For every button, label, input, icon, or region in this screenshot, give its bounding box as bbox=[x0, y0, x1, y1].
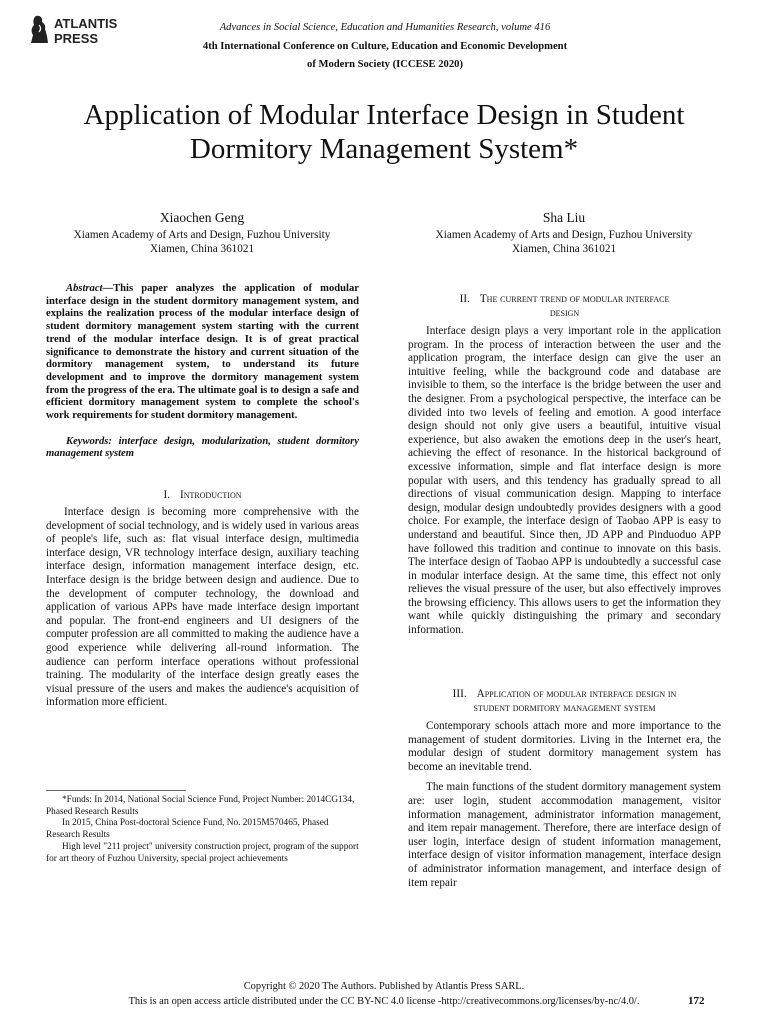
thinker-statue-icon bbox=[28, 14, 50, 44]
paper-title bbox=[30, 98, 738, 166]
author-name: Xiaochen Geng bbox=[159, 210, 245, 225]
section-heading-introduction bbox=[46, 488, 359, 502]
section-title-line2: design bbox=[549, 307, 580, 319]
section-number: I. bbox=[163, 489, 171, 501]
section-title: Introduction bbox=[180, 489, 242, 501]
footnote-rule bbox=[46, 790, 186, 791]
abstract-text: This paper analyzes the application of modular interface design in the student dormitory management system, and explains the realization process of the modular interface design of student dormitory management system starting with the current trend of the modular interface design. It is of great practical significance to demonstrate the history and current situation of the dormitory management system, to understand its future development and to improve the dormitory management system from the progress of the era. The ultimate goal is to design a safe and efficient dormitory management system to complete the school's work requirements for student dormitory management. bbox=[46, 283, 359, 422]
footnote-2: In 2015, China Post-doctoral Science Fund, No. 2015M570465, Phased Research Results bbox=[46, 818, 329, 841]
footnote-1: *Funds: In 2014, National Social Science Fund, Project Number: 2014CG134, Phased Research Results bbox=[46, 795, 355, 817]
section-title-line1: Application of modular interface design in bbox=[476, 688, 677, 700]
paper-title-line1: Application of Modular Interface Design in Student bbox=[83, 99, 685, 131]
journal-name: Advances in Social Science, Education and Humanities Research, volume 416 bbox=[219, 22, 551, 33]
page-number: 172 bbox=[688, 995, 705, 1007]
paragraph: Interface design is becoming more comprehensive with the development of social technology, and is widely used in various areas of people's life, such as: flat visual interface design, multimedia interface design, VR technology interface design, auxiliary teaching interface design, information management interface design, etc. Interface design is the bridge between design and audience. Due to the development of computer technology, the download and application of various APPs have made interface design important and popular. The front-end engineers and UI designers of the computer profession are all committed to making the audience have a good experience while delivering all-round information. The audience can perform interface operations without professional training. The modularity of the interface design greatly eases the visual pressure of the users and makes the audience's acquisition of information more efficient. bbox=[46, 506, 359, 709]
author-block-1 bbox=[30, 210, 374, 256]
section-title-line2: student dormitory management system bbox=[473, 702, 656, 714]
section-number: II. bbox=[459, 293, 470, 305]
application-body bbox=[408, 720, 721, 890]
section-heading-application bbox=[408, 687, 721, 715]
conference-name-line2: of Modern Society (ICCESE 2020) bbox=[307, 59, 463, 70]
keywords bbox=[46, 436, 359, 461]
abstract-dash: — bbox=[102, 283, 114, 294]
logo-text-atlantis: ATLANTIS bbox=[54, 16, 118, 31]
conference-name-line1: 4th International Conference on Culture, Education and Economic Development bbox=[202, 41, 568, 52]
keywords-label: Keywords: bbox=[66, 435, 112, 447]
license-text: This is an open access article distributed under the CC BY-NC 4.0 license -http://creativecommons.org/licenses/by-nc/4.0/. bbox=[128, 996, 640, 1007]
footnotes bbox=[46, 795, 359, 865]
paragraph: Interface design plays a very important role in the application program. In the process of interaction between the user and the application program, the interface design can give the user an intuitive feeling, while the background code and database are invisible to them, so the interface is the bridge between the user and the designer. From a psychological perspective, the interface can be divided into two levels of feeling and emotion. A good interface design should not only give users a beautiful, intuitive visual experience, but also awaken the emotions deep in the user's heart, achieving the effect of resonance. In the historical background of excessive information, simple and flat interface design is more popular with users, and this tendency has gradually spread to all directions of visual communication design. Mapping to interface design, modular design undoubtedly provides designers with a good choice. For example, the interface design of Taobao APP is easy to understand and beautiful. Since then, JD APP and Pinduoduo APP have followed this tradition and continue to innovate on this basis. The interface design of Taobao APP is undoubtedly a successful case in modular interface design. At the same time, this effect not only relieves the visual pressure of the user, but also effectively improves the browsing efficiency. This allows users to get the information they want while quickly distinguishing the primary and secondary information. bbox=[408, 325, 721, 637]
paragraph: Contemporary schools attach more and more importance to the management of student dormitories. Living in the Internet era, the modular design of student dormitory management system has become an inevitable trend. bbox=[408, 720, 721, 773]
author-block-2 bbox=[392, 210, 736, 256]
atlantis-press-logo bbox=[28, 14, 138, 54]
author-affiliation: Xiamen Academy of Arts and Design, Fuzhou University bbox=[73, 229, 331, 241]
copyright-notice: Copyright © 2020 The Authors. Published by Atlantis Press SARL. bbox=[243, 981, 525, 992]
section-number: III. bbox=[452, 688, 467, 700]
author-affiliation: Xiamen Academy of Arts and Design, Fuzhou University bbox=[435, 229, 693, 241]
keywords-text: interface design, modularization, student dormitory management system bbox=[46, 435, 359, 460]
footnote-3: High level "211 project" university construction project, program of the support for art theory of Fuzhou University, special project achievements bbox=[46, 841, 359, 864]
author-location: Xiamen, China 361021 bbox=[511, 243, 617, 255]
abstract-block bbox=[46, 283, 359, 461]
current-trend-body bbox=[408, 325, 721, 638]
license-notice bbox=[0, 995, 768, 1008]
introduction-body bbox=[46, 506, 359, 710]
section-title-line1: The current trend of modular interface bbox=[479, 293, 670, 305]
abstract bbox=[46, 283, 359, 423]
abstract-label: Abstract bbox=[66, 283, 103, 294]
section-heading-current-trend bbox=[408, 292, 721, 320]
author-location: Xiamen, China 361021 bbox=[149, 243, 255, 255]
author-name: Sha Liu bbox=[542, 210, 586, 225]
paragraph: The main functions of the student dormitory management system are: user login, student accommodation management, visitor information management, administrator information management, and item repair management. Therefore, there are interface design of user login, interface design of student information management, interface design of visitor information management, interface design of administrator information management, and interface design of item repair bbox=[408, 781, 721, 889]
logo-text-press: PRESS bbox=[54, 31, 99, 46]
paper-title-line2: Dormitory Management System* bbox=[189, 133, 579, 165]
